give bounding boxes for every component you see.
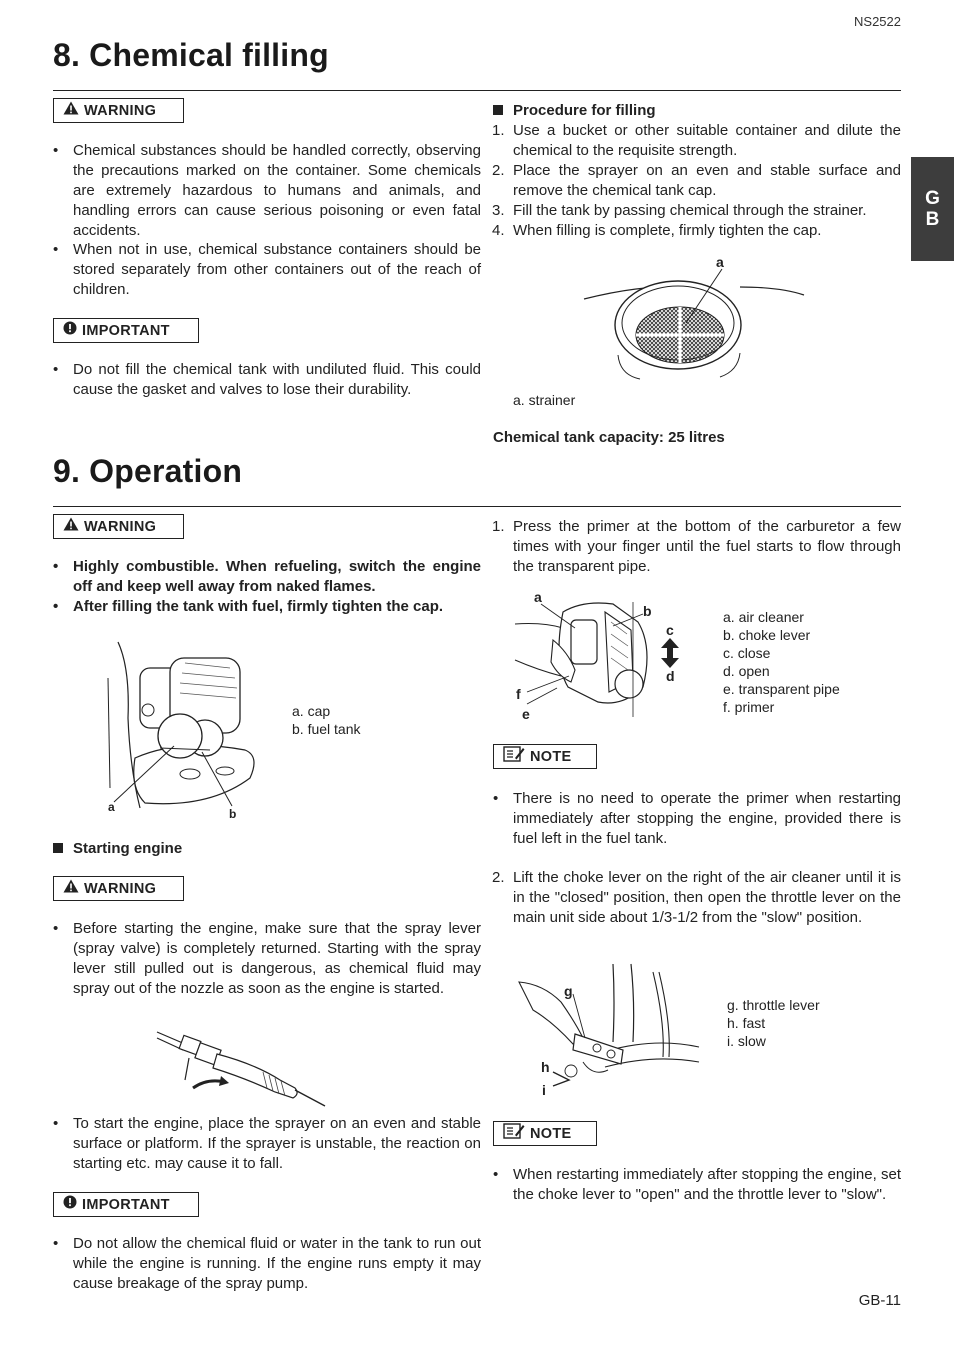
note-pencil-icon [503,1123,525,1145]
list-item: 1. Use a bucket or other suitable container and dilute the chemical to the requisite strength. [492,122,901,159]
legend-item: h. fast [727,1015,766,1031]
list-item-text: Before starting the engine, make sure that the spray lever (spray valve) is completely returned. Starting with the spray lever still pulled out is dangerous, as chemical fluid may spray out of the nozzle as soon as the engine is started. [73,920,481,997]
square-bullet-icon [493,105,503,115]
procedure-heading: Procedure for filling [493,101,656,121]
fig2-label-e: e [522,706,530,722]
section-8-title: 8. Chemical filling [53,37,329,73]
legend-item: c. close [723,645,771,661]
language-tab-letter-1: G [925,188,940,209]
list-item-text: Highly combustible. When refueling, switch the engine off and keep well away from naked flames. [73,558,481,595]
fig3-label-i: i [542,1082,546,1098]
section-9-rule [53,506,901,507]
engine-fuel-tank-illustration [100,638,265,818]
list-item-text: Use a bucket or other suitable container and dilute the chemical to the requisite strength. [513,122,901,159]
note-tag [493,1121,597,1146]
list-item-text: Do not fill the chemical tank with undiluted fluid. This could cause the gasket and valves to lose their durability. [73,361,481,398]
list-item-text: There is no need to operate the primer when restarting immediately after stopping the engine, provided there is fuel left in the fuel tank. [513,790,901,847]
section-8-rule [53,90,901,91]
list-item: • Do not fill the chemical tank with undiluted fluid. This could cause the gasket and valves to lose their durability. [53,361,481,398]
list-item: • When not in use, chemical substance containers should be stored separately from other containers out of the reach of children. [53,241,481,298]
figure-caption: a. strainer [513,392,576,408]
list-item: • Do not allow the chemical fluid or water in the tank to run out while the engine is running. If the engine runs empty it may cause breakage of the spray pump. [53,1235,481,1292]
list-item: 1. Press the primer at the bottom of the carburetor a few times with your finger until the fuel starts to flow through the transparent pipe. [492,518,901,575]
note-tag [493,744,597,769]
legend-item: b. fuel tank [292,721,361,737]
legend-item: g. throttle lever [727,997,820,1013]
warning-triangle-icon [63,517,79,537]
list-item-text: Place the sprayer on an even and stable surface and remove the chemical tank cap. [513,162,901,199]
list-item: • To start the engine, place the sprayer on an even and stable surface or platform. If the sprayer is unstable, the reaction on starting etc. may cause it to fall. [53,1115,481,1172]
model-number: NS2522 [854,14,901,29]
warning-triangle-icon [63,879,79,899]
warning-tag [53,98,184,123]
note-tag-label: NOTE [530,1125,572,1142]
strainer-label-a: a [716,254,724,270]
legend-item: f. primer [723,699,775,715]
list-item-text: To start the engine, place the sprayer on an even and stable surface or platform. If the sprayer is unstable, the reaction on starting etc. may cause it to fall. [73,1115,481,1172]
important-tag [53,318,199,343]
fig3-label-g: g [564,983,573,999]
legend-item: a. cap [292,703,331,719]
exclamation-circle-icon [63,1195,77,1215]
fig1-legend [292,702,361,738]
list-item-text: When not in use, chemical substance containers should be stored separately from other containers out of the reach of children. [73,241,481,298]
warning-tag-label: WARNING [84,102,157,119]
list-item-text: When filling is complete, firmly tighten the cap. [513,222,822,239]
section-9-title: 9. Operation [53,453,243,489]
warning-tag [53,876,184,901]
list-item: 2. Lift the choke lever on the right of the air cleaner until it is in the "closed" position, then open the throttle lever on the main unit side about 1/3-1/2 from the "slow" position. [492,869,901,926]
list-item: 2. Place the sprayer on an even and stable surface and remove the chemical tank cap. [492,162,901,199]
tank-capacity: Chemical tank capacity: 25 litres [493,429,725,446]
legend-item: i. slow [727,1033,766,1049]
fig1-label-a: a [108,800,115,814]
fig2-label-c: c [666,622,674,638]
list-item: • Highly combustible. When refueling, switch the engine off and keep well away from naked flames. [53,558,481,595]
list-item-text: Lift the choke lever on the right of the air cleaner until it is in the "closed" position, then open the throttle lever on the main unit side about 1/3-1/2 from the "slow" position. [513,869,901,926]
warning-triangle-icon [63,101,79,121]
list-item-text: After filling the tank with fuel, firmly tighten the cap. [73,598,444,615]
legend-item: e. transparent pipe [723,681,840,697]
page-number: GB-11 [858,1292,901,1309]
list-item: 4. When filling is complete, firmly tighten the cap. [492,222,822,239]
warning-tag-label: WARNING [84,880,157,897]
fig2-label-d: d [666,668,675,684]
fig2-label-a: a [534,589,542,605]
list-item-text: When restarting immediately after stopping the engine, set the choke lever to "open" and the throttle lever to "slow". [513,1166,901,1203]
spray-lever-illustration [155,1028,330,1108]
fig3-label-h: h [541,1059,550,1075]
fig2-label-b: b [643,603,652,619]
important-tag [53,1192,199,1217]
warning-tag [53,514,184,539]
list-item-text: Fill the tank by passing chemical through the strainer. [513,202,867,219]
important-tag-label: IMPORTANT [82,322,170,339]
list-item: • Before starting the engine, make sure that the spray lever (spray valve) is completely returned. Starting with the spray lever still pulled out is dangerous, as chemical fluid may spray out of the nozzle as soon as the engine is started. [53,920,481,997]
strainer-illustration [580,255,820,385]
list-item: • There is no need to operate the primer when restarting immediately after stopping the engine, provided there is fuel left in the fuel tank. [493,790,901,847]
note-tag-label: NOTE [530,748,572,765]
important-tag-label: IMPORTANT [82,1196,170,1213]
fig2-legend [723,608,840,716]
language-tab [911,157,954,261]
square-bullet-icon [53,843,63,853]
language-tab-letter-2: B [925,209,940,230]
warning-tag-label: WARNING [84,518,157,535]
fig1-label-b: b [229,807,237,821]
legend-item: d. open [723,663,770,679]
fig3-legend [727,996,820,1050]
legend-item: b. choke lever [723,627,811,643]
legend-item: a. air cleaner [723,609,804,625]
fig2-label-f: f [516,686,521,702]
list-item: • When restarting immediately after stopping the engine, set the choke lever to "open" and the throttle lever to "slow". [493,1166,901,1203]
starting-engine-heading: Starting engine [53,839,182,859]
list-item-text: Chemical substances should be handled correctly, observing the precautions marked on the container. Some chemicals are extremely hazardous to humans and animals, and handling errors can cause serious poisoning or even fatal accidents. [73,142,481,239]
list-item: 3. Fill the tank by passing chemical through the strainer. [492,202,867,219]
list-item-text: Do not allow the chemical fluid or water in the tank to run out while the engine is running. If the engine runs empty it may cause breakage of the spray pump. [73,1235,481,1292]
list-item: • Chemical substances should be handled correctly, observing the precautions marked on the container. Some chemicals are extremely hazardous to humans and animals, and handling errors can cause serious poisoning or even fatal accidents. [53,142,481,239]
up-down-arrow-icon [659,638,681,668]
note-pencil-icon [503,746,525,768]
exclamation-circle-icon [63,321,77,341]
list-item: • After filling the tank with fuel, firmly tighten the cap. [53,598,444,615]
list-item-text: Press the primer at the bottom of the carburetor a few times with your finger until the fuel starts to flow through the transparent pipe. [513,518,901,575]
